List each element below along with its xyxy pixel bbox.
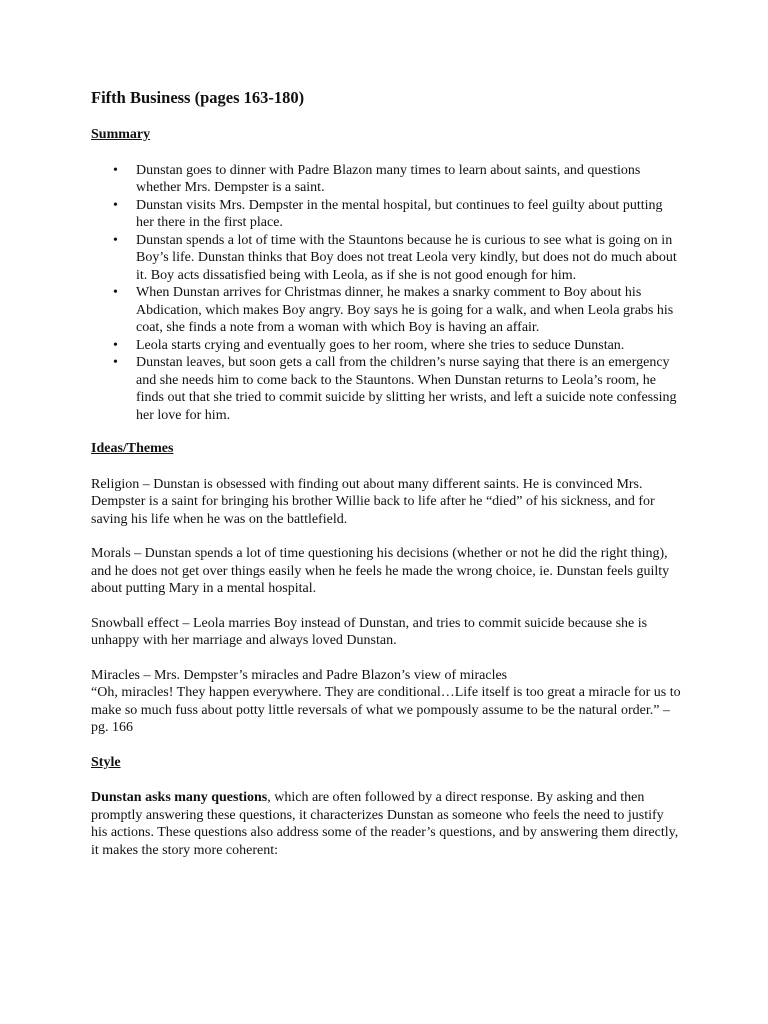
- list-item-text: When Dunstan arrives for Christmas dinner, he makes a snarky comment to Boy about his Abdication, which makes Boy angry. Boy says he is going for a walk, and when Leola grabs his coat, she finds a note from a woman with which Boy is having an affair.: [136, 285, 674, 335]
- list-item-text: Dunstan visits Mrs. Dempster in the mental hospital, but continues to feel guilty about putting her there in the first place.: [136, 197, 663, 230]
- list-item: [91, 354, 681, 424]
- list-item: [91, 232, 681, 285]
- bullet-icon: •: [113, 355, 118, 370]
- themes-heading: Ideas/Themes: [91, 441, 174, 456]
- summary-list: [91, 162, 681, 425]
- bullet-icon: •: [113, 232, 118, 248]
- list-item-text: Dunstan leaves, but soon gets a call from the children’s nurse saying that there is an emergency and she needs him to come back to the Stauntons. When Dunstan returns to Leola’s room, he finds out that she tried to commit suicide by slitting her wrists, and left a suicide note confessing her love for him.: [136, 355, 677, 423]
- list-item-text: Leola starts crying and eventually goes to her room, where she tries to seduce Dunstan.: [136, 337, 625, 353]
- list-item: [91, 197, 681, 232]
- bullet-icon: •: [113, 285, 118, 300]
- theme-snowball-effect: Snowball effect – Leola marries Boy instead of Dunstan, and tries to commit suicide because she is unhappy with her marriage and always loved Dunstan.: [91, 615, 648, 648]
- style-paragraph: [91, 789, 681, 859]
- style-lead: Dunstan asks many questions: [91, 790, 268, 805]
- theme-religion: Religion – Dunstan is obsessed with finding out about many different saints. He is convinced Mrs. Dempster is a saint for bringing his brother Willie back to life after he “died” of his sickness, and for saving his life when he was on the battlefield.: [91, 476, 655, 527]
- theme-morals: Morals – Dunstan spends a lot of time questioning his decisions (whether or not he did the right thing), and he does not get over things easily when he feels he made the wrong choice, ie. Dunstan feels guilty about putting Mary in a mental hospital.: [91, 546, 670, 596]
- bullet-icon: •: [113, 337, 118, 353]
- list-item-text: Dunstan spends a lot of time with the Stauntons because he is curious to see what is going on in Boy’s life. Dunstan thinks that Boy does not treat Leola very kindly, but does not do much about it. Boy acts dissatisfied being with Leola, as if she is not good enough for him.: [136, 232, 677, 283]
- list-item: [91, 284, 681, 337]
- miracles-intro: Miracles – Mrs. Dempster’s miracles and Padre Blazon’s view of miracles: [91, 667, 508, 683]
- miracles-quote: “Oh, miracles! They happen everywhere. They are conditional…Life itself is too great a miracle for us to make so much fuss about potty little reversals of what we pompously assume to be the natural order.” – pg. 166: [91, 685, 681, 735]
- theme-miracles: [91, 667, 681, 737]
- list-item: [91, 162, 681, 197]
- bullet-icon: •: [113, 162, 118, 178]
- list-item-text: Dunstan goes to dinner with Padre Blazon many times to learn about saints, and questions whether Mrs. Dempster is a saint.: [136, 162, 641, 195]
- style-heading: Style: [91, 754, 121, 770]
- style-body: , which are often followed by a direct response. By asking and then promptly answering these questions, it characterizes Dunstan as someone who feels the need to justify his actions. These questions also address some of the reader’s questions, and by answering them directly, it makes the story more coherent:: [91, 790, 679, 858]
- document-title: Fifth Business (pages 163-180): [91, 88, 305, 107]
- summary-heading: Summary: [91, 127, 151, 142]
- list-item: [91, 337, 681, 355]
- bullet-icon: •: [113, 197, 118, 213]
- document-page: [91, 88, 681, 876]
